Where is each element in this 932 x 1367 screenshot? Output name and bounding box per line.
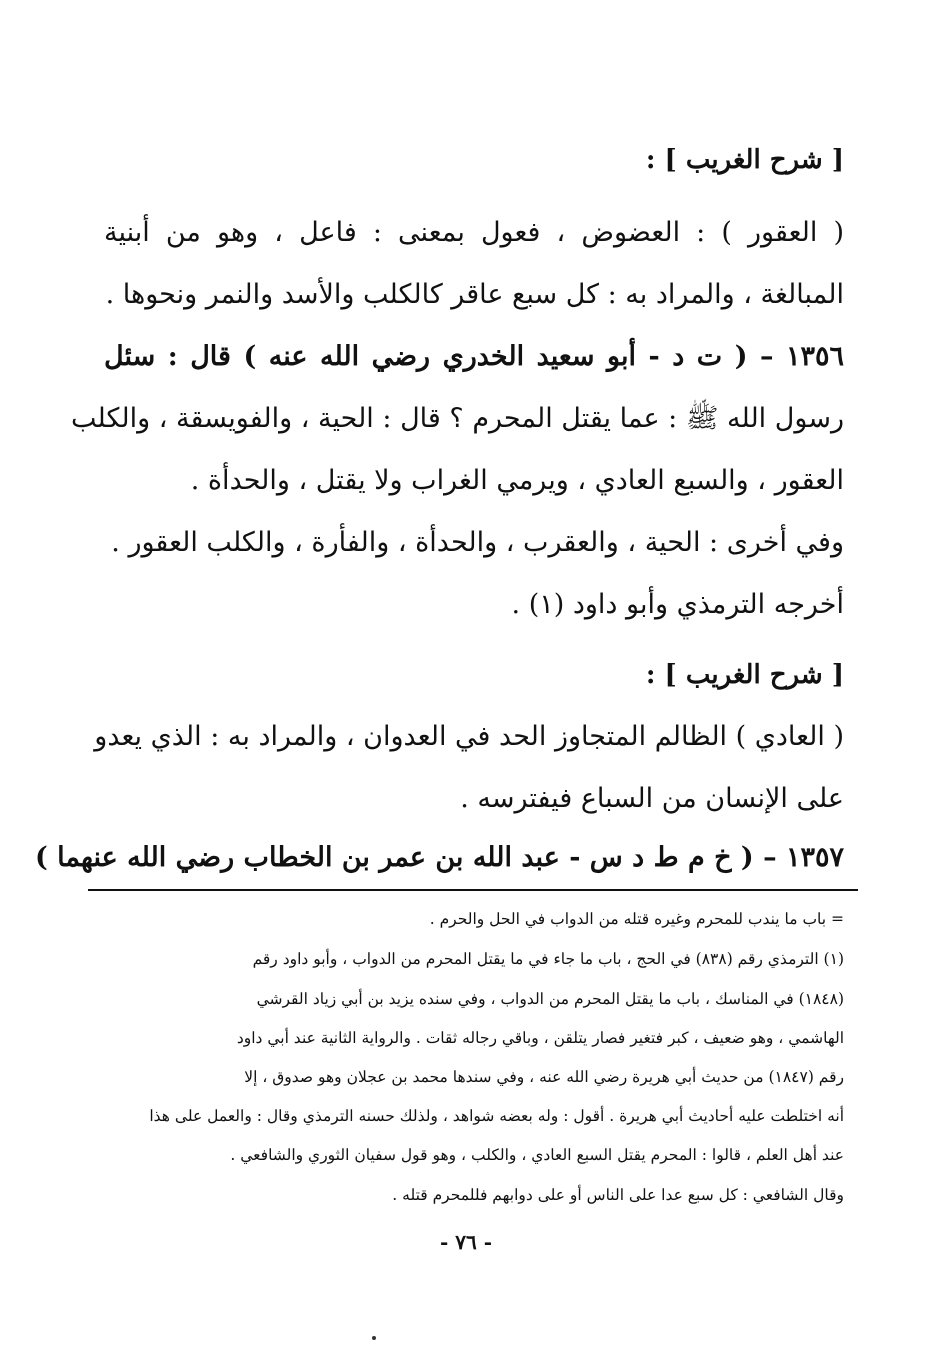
- body-line: رسول الله ﷺ : عما يقتل المحرم ؟ قال : الحية ، والفويسقة ، والكلب: [71, 403, 844, 434]
- body-line: وفي أخرى : الحية ، والعقرب ، والحدأة ، والفأرة ، والكلب العقور .: [111, 527, 844, 558]
- sharh-heading-2: [ شرح الغريب ] :: [645, 660, 844, 690]
- page-number: - ٧٦ -: [439, 1230, 492, 1254]
- body-line: المبالغة ، والمراد به : كل سبع عاقر كالكلب والأسد والنمر ونحوها .: [105, 279, 844, 310]
- footnote-line: عند أهل العلم ، قالوا : المحرم يقتل السبع العادي ، والكلب ، وهو قول سفيان الثوري والشافعي .: [230, 1146, 844, 1164]
- footnote-line: وقال الشافعي : كل سبع عدا على الناس أو على دوابهم فللمحرم قتله .: [392, 1186, 844, 1204]
- footnote-divider: [88, 889, 858, 891]
- footnote-line: (١٨٤٨) في المناسك ، باب ما يقتل المحرم من الدواب ، وفي سنده يزيد بن أبي زياد القرشي: [256, 990, 844, 1008]
- body-line: العقور ، والسبع العادي ، ويرمي الغراب ولا يقتل ، والحدأة .: [190, 465, 844, 496]
- body-line: ( العادي ) الظالم المتجاوز الحد في العدوان ، والمراد به : الذي يعدو: [94, 721, 844, 752]
- sharh-heading-1: [ شرح الغريب ] :: [645, 145, 844, 175]
- takhrij-line: أخرجه الترمذي وأبو داود (١) .: [511, 589, 844, 620]
- footnote-line: رقم (١٨٤٧) من حديث أبي هريرة رضي الله عنه ، وفي سندها محمد بن عجلان وهو صدوق ، إلا: [244, 1068, 844, 1086]
- body-line: على الإنسان من السباع فيفترسه .: [460, 783, 844, 814]
- hadith-1357-header: ١٣٥٧ – ( خ م ط د س - عبد الله بن عمر بن الخطاب رضي الله عنهما ): [35, 842, 844, 873]
- body-line: ( العقور ) : العضوض ، فعول بمعنى : فاعل ، وهو من أبنية: [104, 217, 844, 248]
- scan-speck: [372, 1336, 376, 1340]
- footnote-line: (١) الترمذي رقم (٨٣٨) في الحج ، باب ما جاء في ما يقتل المحرم من الدواب ، وأبو داود رقم: [252, 950, 844, 968]
- footnote-line: الهاشمي ، وهو ضعيف ، كبر فتغير فصار يتلقن ، وباقي رجاله ثقات . والرواية الثانية عند أبي داود: [236, 1029, 844, 1047]
- hadith-1356-header: ١٣٥٦ – ( ت د - أبو سعيد الخدري رضي الله عنه ) قال : سئل: [104, 341, 844, 372]
- footnote-line: أنه اختلطت عليه أحاديث أبي هريرة . أقول : وله بعضه شواهد ، ولذلك حسنه الترمذي وقال : والعمل على هذا: [149, 1107, 844, 1125]
- footnote-line: = باب ما يندب للمحرم وغيره قتله من الدواب في الحل والحرم .: [429, 910, 844, 928]
